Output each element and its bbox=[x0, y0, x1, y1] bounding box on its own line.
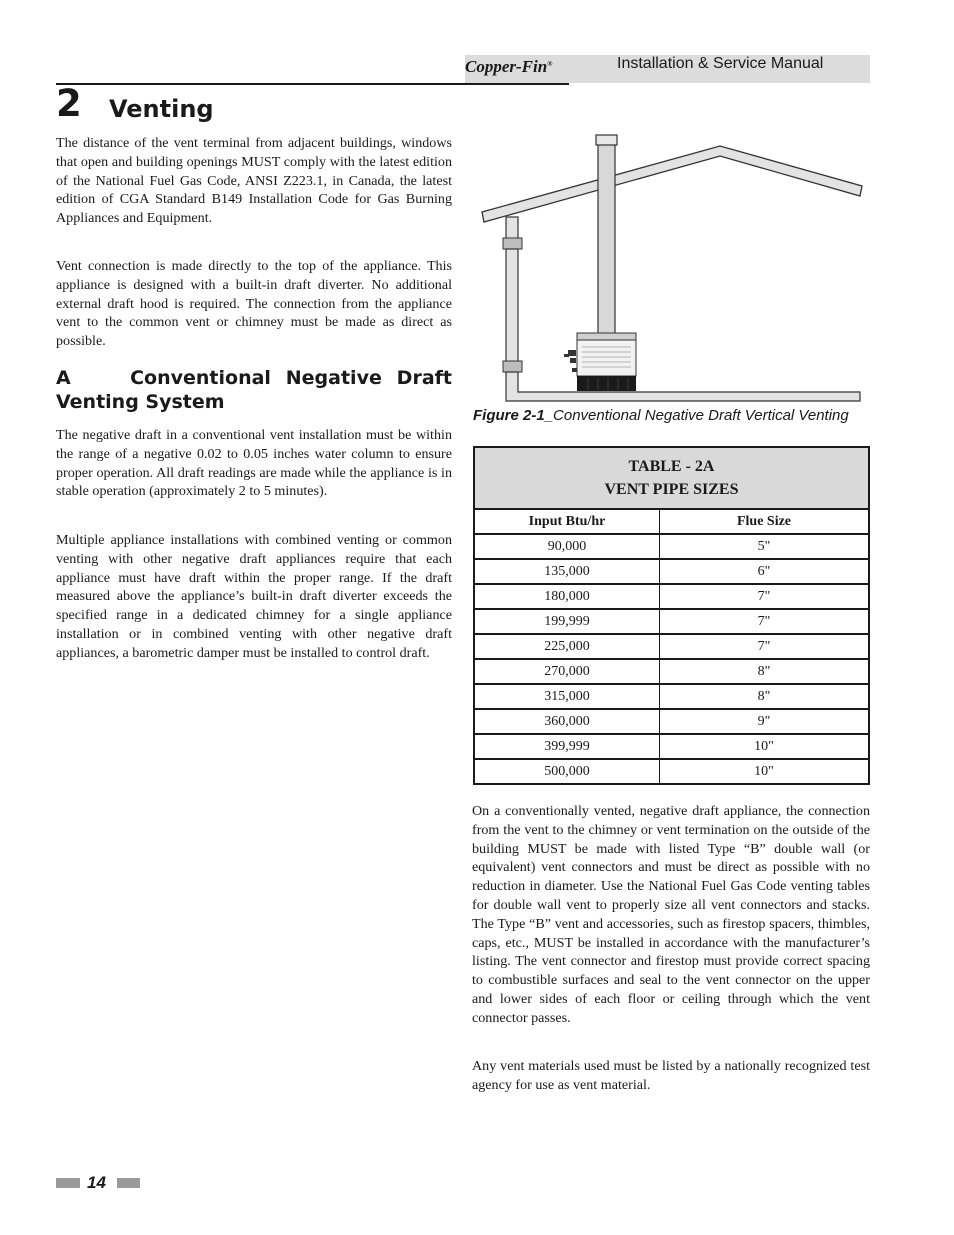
page-number: 14 bbox=[87, 1173, 106, 1192]
input-cell: 270,000 bbox=[474, 659, 660, 684]
table-row bbox=[474, 634, 869, 659]
paragraph-multiple-appliances: Multiple appliance installations with combined venting or common venting with other negative draft appliances require that each appliance must have draft within the proper range. If the draft measured above the appliance’s built-in draft diverter exceeds the specified range in a dedicated chimney for a single appliance installation or in combined venting with other negative draft appliances, a barometric damper must be installed to control draft. bbox=[56, 532, 452, 661]
column-header-input: Input Btu/hr bbox=[474, 509, 660, 534]
header-rule bbox=[56, 83, 569, 85]
flue-cell: 7" bbox=[660, 609, 870, 634]
input-cell: 315,000 bbox=[474, 684, 660, 709]
wall-flange-top bbox=[503, 238, 522, 249]
input-cell: 500,000 bbox=[474, 759, 660, 784]
flue-cell: 10" bbox=[660, 759, 870, 784]
table-title: TABLE - 2A VENT PIPE SIZES bbox=[474, 447, 869, 509]
table-row bbox=[474, 709, 869, 734]
flue-cell: 8" bbox=[660, 659, 870, 684]
flue-cell: 7" bbox=[660, 584, 870, 609]
input-cell: 90,000 bbox=[474, 534, 660, 559]
flue-cell: 9" bbox=[660, 709, 870, 734]
table-row bbox=[474, 759, 869, 784]
column-header-flue: Flue Size bbox=[660, 509, 870, 534]
vent-pipe bbox=[598, 144, 615, 334]
vent-pipe-sizes-table bbox=[473, 446, 870, 785]
table-row bbox=[474, 609, 869, 634]
roof bbox=[482, 146, 862, 222]
input-cell: 399,999 bbox=[474, 734, 660, 759]
paragraph-vent-materials: Any vent materials used must be listed by a nationally recognized test agency for use as vent material. bbox=[472, 1058, 870, 1093]
table-row bbox=[474, 584, 869, 609]
venting-diagram bbox=[476, 128, 870, 408]
input-cell: 180,000 bbox=[474, 584, 660, 609]
input-cell: 199,999 bbox=[474, 609, 660, 634]
gas-valve-icon bbox=[564, 350, 577, 372]
footer-bar-right bbox=[117, 1178, 140, 1188]
manual-title: Installation & Service Manual bbox=[617, 55, 824, 72]
input-cell: 135,000 bbox=[474, 559, 660, 584]
vent-cap bbox=[596, 135, 617, 145]
section-title: Venting bbox=[109, 95, 214, 123]
draft-diverter bbox=[577, 333, 636, 340]
footer-bar-left bbox=[56, 1178, 80, 1188]
table-row bbox=[474, 734, 869, 759]
input-cell: 225,000 bbox=[474, 634, 660, 659]
paragraph-vent-connection: Vent connection is made directly to the top of the appliance. This appliance is designed with a built-in draft diverter. No additional external draft hood is required. The connection from the appliance vent to the common vent or chimney must be made as direct as possible. bbox=[56, 258, 452, 350]
brand-logo: Copper-Fin® bbox=[465, 57, 553, 76]
wall-flange-bottom bbox=[503, 361, 522, 372]
subsection-heading: A Conventional Negative Draft Venting System bbox=[56, 367, 452, 413]
flue-cell: 8" bbox=[660, 684, 870, 709]
paragraph-type-b-vent: On a conventionally vented, negative draft appliance, the connection from the vent to the chimney or vent termination on the outside of the building MUST be made with listed Type “B” double wall (or equivalent) vent connectors and must be direct as possible with no reduction in diameter. Use the National Fuel Gas Code venting tables for double wall vent to properly size all vent connectors and stacks. The Type “B” vent and accessories, such as firestop spacers, thimbles, caps, etc., MUST be installed in accordance with the manufacturer’s listing. The vent connector and firestop must provide correct spacing to combustible surfaces and seal to the vent connector on the upper and lower sides of each floor or ceiling through which the vent connector passes. bbox=[472, 803, 870, 1026]
table-row bbox=[474, 684, 869, 709]
appliance-body bbox=[577, 340, 636, 376]
floor bbox=[506, 372, 860, 401]
flue-cell: 6" bbox=[660, 559, 870, 584]
flue-cell: 7" bbox=[660, 634, 870, 659]
appliance-base bbox=[577, 376, 636, 391]
table-row bbox=[474, 559, 869, 584]
flue-cell: 5" bbox=[660, 534, 870, 559]
flue-cell: 10" bbox=[660, 734, 870, 759]
table-row bbox=[474, 534, 869, 559]
section-number: 2 bbox=[56, 82, 82, 125]
input-cell: 360,000 bbox=[474, 709, 660, 734]
table-row bbox=[474, 659, 869, 684]
paragraph-vent-terminal: The distance of the vent terminal from adjacent buildings, windows that open and building openings MUST comply with the latest edition of the National Fuel Gas Code, ANSI Z223.1, in Canada, the latest edition of CGA Standard B149 Installation Code for Gas Burning Appliances and Equipment. bbox=[56, 135, 452, 227]
wall-middle bbox=[506, 249, 518, 371]
paragraph-negative-draft: The negative draft in a conventional vent installation must be within the range of a negative 0.02 to 0.05 inches water column to ensure proper operation. All draft readings are made while the appliance is in stable operation (approximately 2 to 5 minutes). bbox=[56, 427, 452, 500]
figure-caption: Figure 2-1_Conventional Negative Draft Vertical Venting bbox=[473, 407, 849, 424]
